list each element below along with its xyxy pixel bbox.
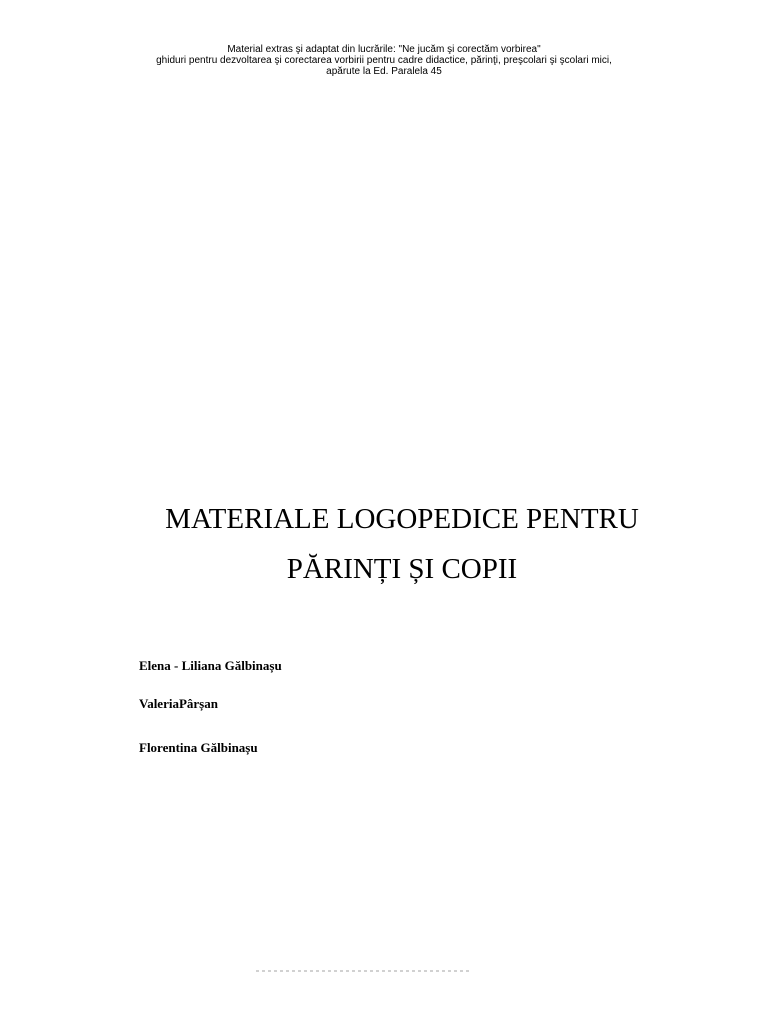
source-note-line-1: Material extras şi adaptat din lucrările: "Ne jucăm şi corectăm vorbirea" — [227, 44, 541, 55]
author-1: Elena - Liliana Gălbinașu — [139, 658, 282, 673]
author-2: ValeriaPârșan — [139, 696, 218, 711]
source-note-line-3: apărute la Ed. Paralela 45 — [326, 66, 442, 77]
document-title-line-2: PĂRINȚI ȘI COPII — [286, 553, 518, 585]
source-note — [0, 44, 768, 77]
source-note-line-2: ghiduri pentru dezvoltarea şi corectarea vorbirii pentru cadre didactice, părinţi, preşcolari şi şcolari mici, — [156, 55, 612, 66]
document-title-line-1: MATERIALE LOGOPEDICE PENTRU — [165, 503, 639, 535]
author-3: Florentina Gălbinașu — [139, 740, 258, 755]
faint-footer-mark — [256, 970, 470, 972]
